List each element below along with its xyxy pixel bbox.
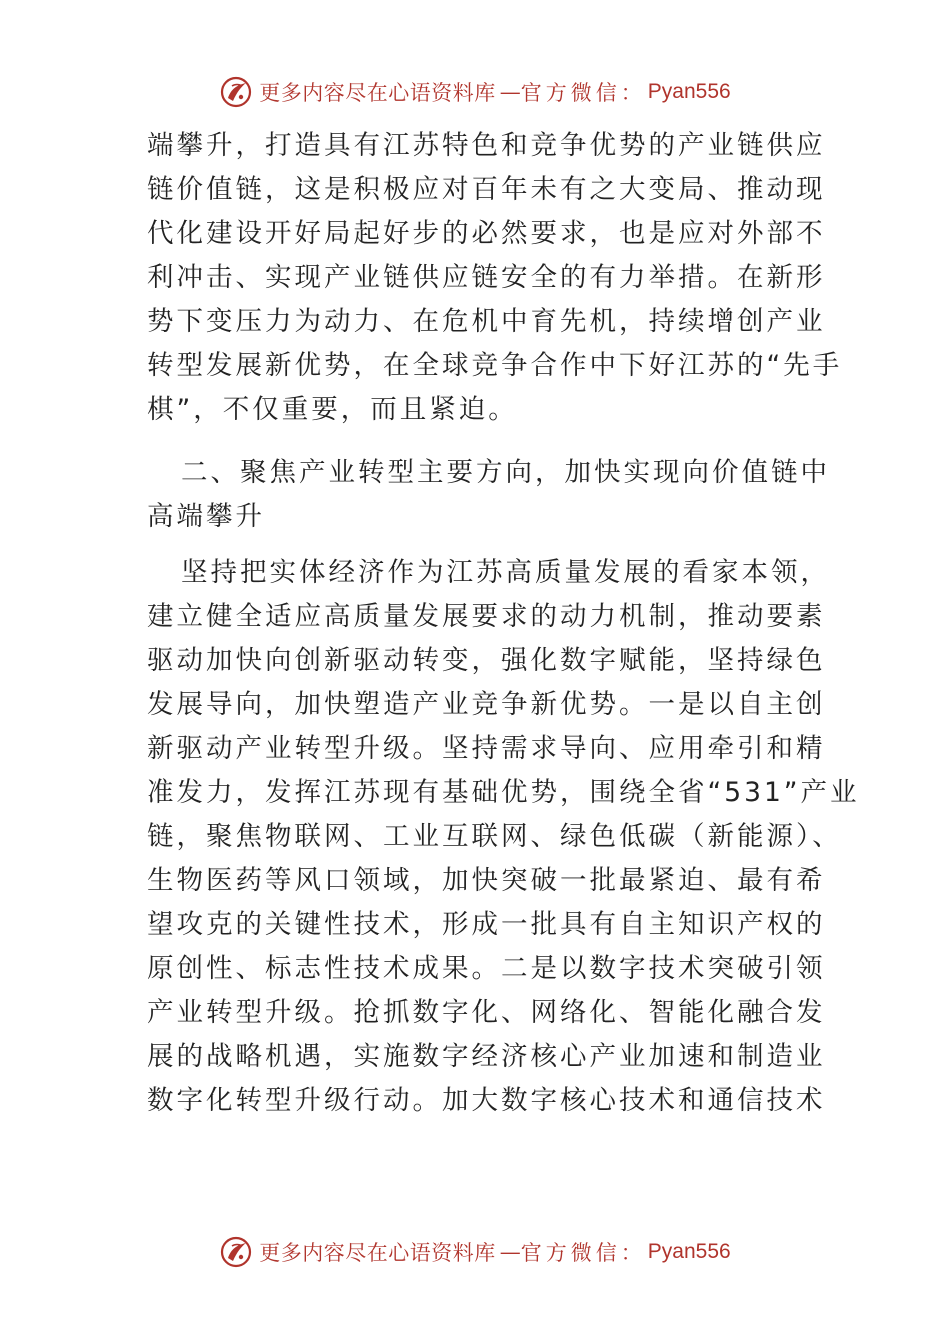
heading-line: 高端攀升	[147, 501, 265, 532]
text-line: 建立健全适应高质量发展要求的动力机制，推动要素	[147, 601, 826, 632]
text-line: 坚持把实体经济作为江苏高质量发展的看家本领，	[181, 557, 830, 588]
text-line: 生物医药等风口领域，加快突破一批最紧迫、最有希	[147, 865, 826, 896]
banner-separator: —	[499, 1240, 521, 1264]
text-line: 新驱动产业转型升级。坚持需求导向、应用牵引和精	[147, 733, 826, 764]
logo-icon	[219, 1235, 253, 1269]
header-banner	[0, 70, 950, 114]
text-line: 展的战略机遇，实施数字经济核心产业加速和制造业	[147, 1041, 826, 1072]
text-line: 端攀升，打造具有江苏特色和竞争优势的产业链供应	[147, 130, 826, 161]
section-heading	[147, 451, 830, 539]
text-line: 驱动加快向创新驱动转变，强化数字赋能，坚持绿色	[147, 645, 826, 676]
text-line: 势下变压力为动力、在危机中育先机，持续增创产业	[147, 306, 826, 337]
text-line: 望攻克的关键性技术，形成一批具有自主知识产权的	[147, 909, 826, 940]
logo-icon	[219, 75, 253, 109]
text-line: 转型发展新优势，在全球竞争合作中下好江苏的“先手	[147, 350, 843, 381]
paragraph-2	[147, 551, 860, 1123]
text-line: 棋”，不仅重要，而且紧迫。	[147, 394, 518, 425]
text-line: 原创性、标志性技术成果。二是以数字技术突破引领	[147, 953, 826, 984]
banner-separator: —	[499, 80, 521, 104]
text-line: 数字化转型升级行动。加大数字核心技术和通信技术	[147, 1085, 826, 1116]
text-line: 利冲击、实现产业链供应链安全的有力举措。在新形	[147, 262, 826, 293]
text-line: 代化建设开好局起好步的必然要求，也是应对外部不	[147, 218, 826, 249]
wechat-label: 官方微信：	[520, 81, 646, 105]
heading-line: 二、聚焦产业转型主要方向，加快实现向价值链中	[181, 457, 830, 488]
footer-banner	[0, 1230, 950, 1274]
banner-text: 更多内容尽在心语资料库	[259, 1241, 496, 1265]
text-line: 准发力，发挥江苏现有基础优势，围绕全省“531”产业	[147, 777, 860, 808]
wechat-id: Pyan556	[647, 1240, 731, 1263]
text-line: 发展导向，加快塑造产业竞争新优势。一是以自主创	[147, 689, 826, 720]
text-line: 链，聚焦物联网、工业互联网、绿色低碳（新能源）、	[147, 821, 842, 852]
text-line: 产业转型升级。抢抓数字化、网络化、智能化融合发	[147, 997, 826, 1028]
text-line: 链价值链，这是积极应对百年未有之大变局、推动现	[147, 174, 826, 205]
wechat-label: 官方微信：	[520, 1241, 646, 1265]
paragraph-1	[147, 124, 843, 432]
banner-text: 更多内容尽在心语资料库	[259, 81, 496, 105]
wechat-id: Pyan556	[647, 80, 731, 103]
